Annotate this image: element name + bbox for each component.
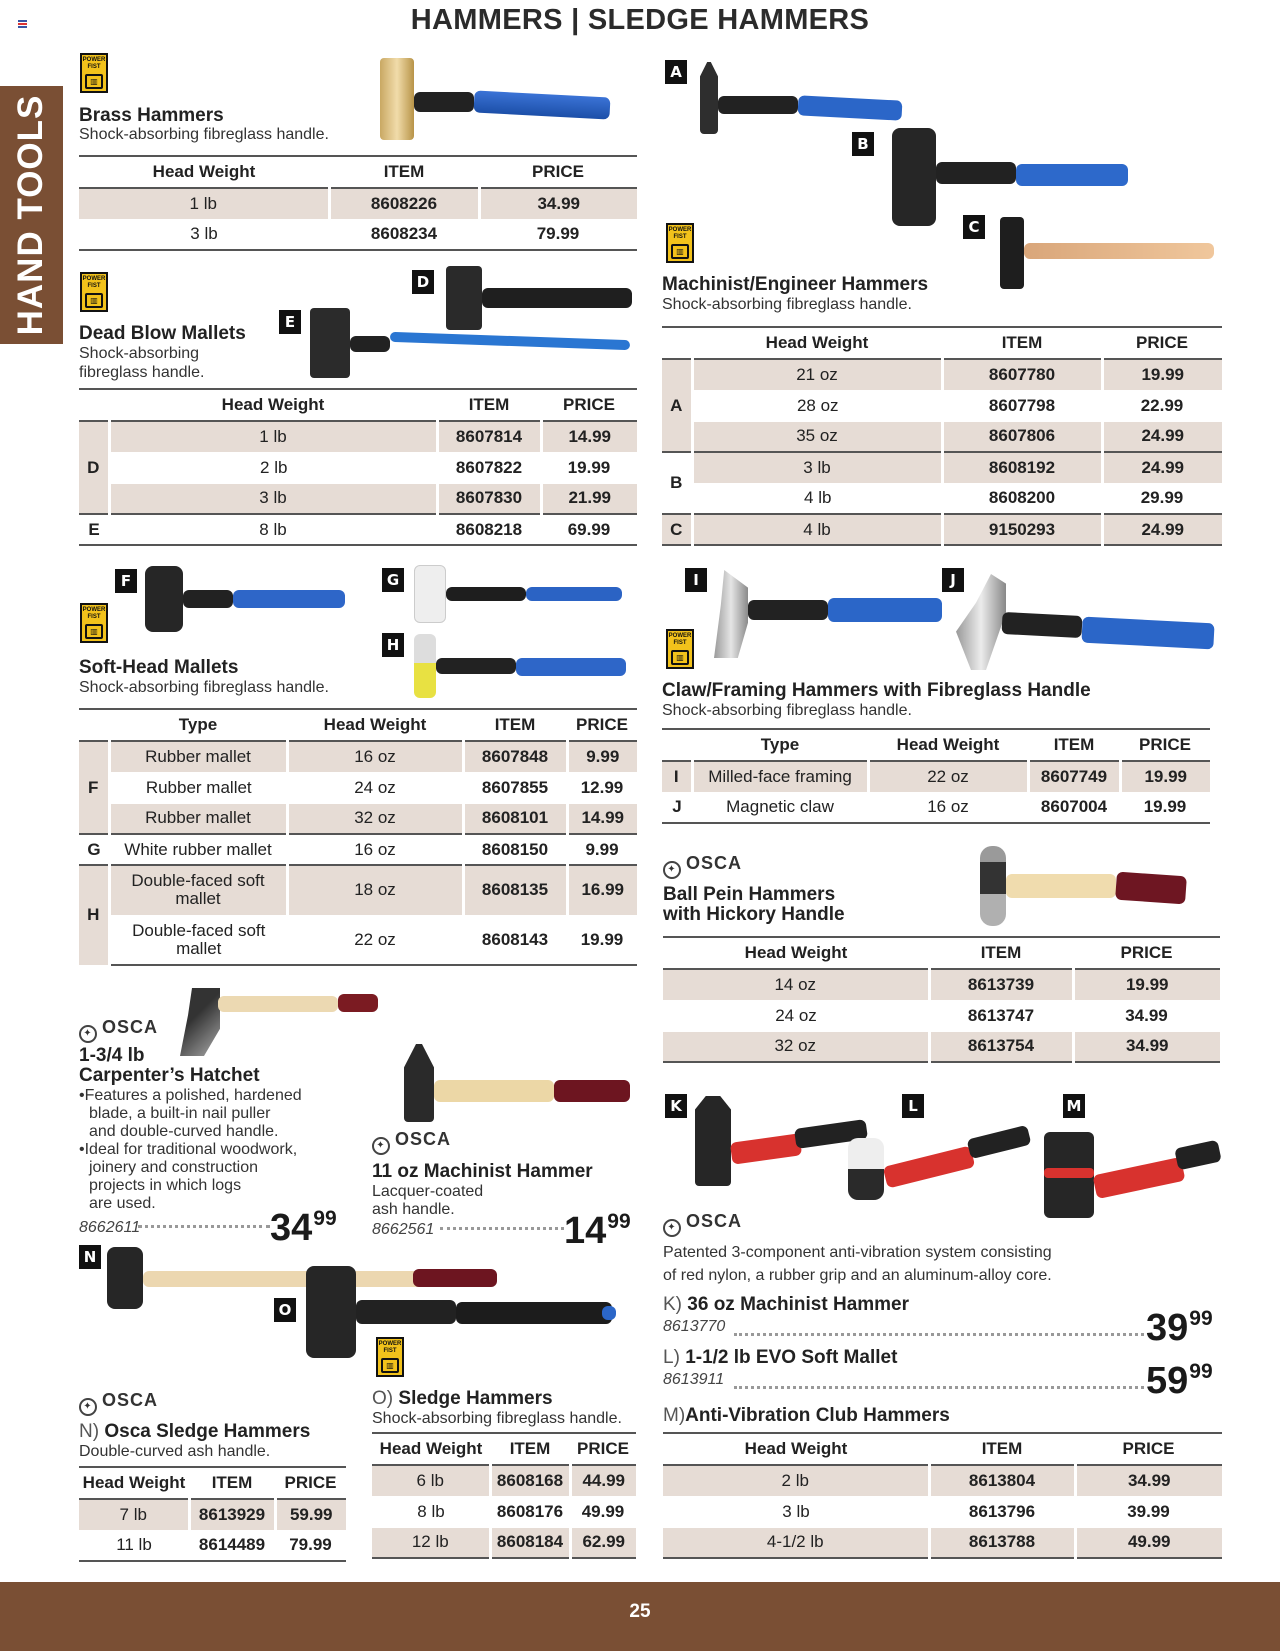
table-row: 7 lb 8613929 59.99 [79, 1499, 346, 1530]
machinist11-title: 11 oz Machinist Hammer [372, 1161, 593, 1182]
k-title: K) 36 oz Machinist Hammer [663, 1294, 910, 1315]
table-row: Double-faced soft mallet 22 oz 8608143 19.99 [79, 915, 637, 965]
table-row: Rubber mallet 32 oz 8608101 14.99 [79, 803, 637, 834]
label-d: D [412, 270, 434, 294]
label-l: L [902, 1094, 924, 1118]
anti-vibration-table: Head Weight ITEM PRICE 2 lb 8613804 34.99 3 lb 8613796 39.99 4-1/2 lb 8613788 49.99 [663, 1432, 1222, 1559]
table-row: 14 oz 8613739 19.99 [663, 969, 1220, 1000]
label-a: A [665, 60, 687, 84]
osca-logo: ✦ OSCA [663, 1210, 742, 1234]
table-row: D 1 lb 8607814 14.99 [79, 421, 637, 452]
osca-sledge-table: Head Weight ITEM PRICE 7 lb 8613929 59.99 11 lb 8614489 79.99 [79, 1466, 346, 1562]
label-k: K [665, 1094, 687, 1118]
machinist11-desc-2: ash handle. [372, 1201, 455, 1218]
label-m: M [1063, 1094, 1085, 1118]
k-sku: 8613770 [663, 1318, 726, 1335]
table-row: 8 lb 8608176 49.99 [372, 1496, 636, 1527]
softhead-desc: Shock-absorbing fibreglass handle. [79, 679, 329, 696]
page-footer [0, 1582, 1280, 1651]
k-price: $39^{99}$ [1146, 1307, 1213, 1349]
l-title: L) 1-1/2 lb EVO Soft Mallet [663, 1347, 898, 1368]
softhead-table: Type Head Weight ITEM PRICE F Rubber mallet 16 oz 8607848 9.99 Rubber mallet 24 oz 8607855 12.99 Rubber mallet 32 oz 8608101 14.99 G White rubber mallet 16 oz 8608150 9.99 H Double-faced soft mallet 18 oz 8608135 16.99 Double-faced soft mallet 22 oz 8608143 19.99 [79, 708, 637, 966]
table-row: E 8 lb 8608218 69.99 [79, 514, 637, 545]
label-e: E [279, 310, 301, 334]
label-h: H [382, 633, 404, 657]
leader-dots [734, 1333, 1144, 1336]
osca-logo: ✦ OSCA [663, 852, 742, 876]
l-sku: 8613911 [663, 1371, 725, 1388]
brass-table: Head Weight ITEM PRICE 1 lb 8608226 34.99 3 lb 8608234 79.99 [79, 155, 637, 251]
l-price: $59^{99}$ [1146, 1360, 1213, 1402]
brass-title: Brass Hammers [79, 105, 224, 126]
table-row: 35 oz 8607806 24.99 [662, 421, 1222, 452]
leader-dots [734, 1386, 1144, 1389]
osca-sledge-title: N) Osca Sledge Hammers [79, 1421, 311, 1442]
claw-desc: Shock-absorbing fibreglass handle. [662, 702, 912, 719]
deadblow-table: Head Weight ITEM PRICE D 1 lb 8607814 14.99 2 lb 8607822 19.99 3 lb 8607830 21.99 E 8 lb 8608218 69.99 [79, 388, 637, 546]
label-n: N [79, 1245, 101, 1269]
machinist11-desc-1: Lacquer-coated [372, 1183, 484, 1200]
hatchet-sku: 8662611 [79, 1219, 141, 1236]
hatchet-title-2: Carpenter’s Hatchet [79, 1065, 260, 1086]
table-row: 4-1/2 lb 8613788 49.99 [663, 1527, 1222, 1558]
table-row: 2 lb 8613804 34.99 [663, 1465, 1222, 1496]
osca-anti-desc-1: Patented 3-component anti-vibration system consisting [663, 1244, 1052, 1261]
label-o: O [274, 1298, 296, 1322]
hatchet-title-1: 1-3/4 lb [79, 1045, 145, 1066]
table-row: J Magnetic claw 16 oz 8607004 19.99 [662, 792, 1210, 823]
leader-dots [440, 1227, 564, 1230]
table-row: I Milled-face framing 22 oz 8607749 19.99 [662, 761, 1210, 792]
power-fist-logo: POWER FIST ▥ [666, 629, 694, 669]
power-fist-logo: POWER FIST ▥ [80, 53, 108, 93]
table-row: 6 lb 8608168 44.99 [372, 1465, 636, 1496]
pf-sledge-title: O) Sledge Hammers [372, 1388, 553, 1409]
power-fist-logo: POWER FIST ▥ [376, 1337, 404, 1377]
brass-desc: Shock-absorbing fibreglass handle. [79, 126, 329, 143]
osca-anti-desc-2: of red nylon, a rubber grip and an aluminum-alloy core. [663, 1267, 1052, 1284]
label-j: J [942, 568, 964, 592]
power-fist-logo: POWER FIST ▥ [80, 272, 108, 312]
claw-table: Type Head Weight ITEM PRICE I Milled-face framing 22 oz 8607749 19.99 J Magnetic claw 16 oz 8607004 19.99 [662, 728, 1210, 824]
table-row: 3 lb 8608234 79.99 [79, 219, 637, 250]
page-number: 25 [629, 1601, 651, 1622]
side-tab-label: HAND TOOLS [11, 94, 50, 336]
machinist11-price: $14^{99}$ [564, 1210, 631, 1252]
hatchet-bullets: •Features a polished, hardened blade, a built-in nail puller and double-curved handle. •Ideal for traditional woodwork, joinery and construction projects in which logs are used. [79, 1087, 302, 1212]
softhead-title: Soft-Head Mallets [79, 657, 239, 678]
hatchet-price: $34^{99}$ [270, 1207, 337, 1249]
claw-title: Claw/Framing Hammers with Fibreglass Handle [662, 680, 1091, 701]
table-row: 2 lb 8607822 19.99 [79, 452, 637, 483]
table-row: H Double-faced soft mallet 18 oz 8608135 16.99 [79, 865, 637, 915]
machinist-title: Machinist/Engineer Hammers [662, 274, 929, 295]
table-row: 4 lb 8608200 29.99 [662, 483, 1222, 514]
osca-logo: ✦ OSCA [79, 1016, 158, 1040]
table-row: 11 lb 8614489 79.99 [79, 1530, 346, 1561]
table-row: 3 lb 8607830 21.99 [79, 483, 637, 514]
table-row: 1 lb 8608226 34.99 [79, 188, 637, 219]
table-row: 28 oz 8607798 22.99 [662, 390, 1222, 421]
osca-sledge-desc: Double-curved ash handle. [79, 1443, 271, 1460]
table-row: C 4 lb 9150293 24.99 [662, 514, 1222, 545]
deadblow-desc-1: Shock-absorbing [79, 345, 200, 362]
power-fist-logo: POWER FIST ▥ [80, 603, 108, 643]
machinist11-sku: 8662561 [372, 1221, 435, 1238]
side-tab [0, 86, 63, 344]
deadblow-title: Dead Blow Mallets [79, 323, 246, 344]
osca-logo: ✦ OSCA [372, 1128, 451, 1152]
power-fist-logo: POWER FIST ▥ [666, 223, 694, 263]
page-title: HAMMERS | SLEDGE HAMMERS [410, 4, 870, 36]
leader-dots [138, 1225, 270, 1228]
table-row: F Rubber mallet 16 oz 8607848 9.99 [79, 741, 637, 772]
label-b: B [852, 132, 874, 156]
pf-sledge-table: Head Weight ITEM PRICE 6 lb 8608168 44.99 8 lb 8608176 49.99 12 lb 8608184 62.99 [372, 1432, 636, 1559]
table-row: B 3 lb 8608192 24.99 [662, 452, 1222, 483]
machinist-table: Head Weight ITEM PRICE A 21 oz 8607780 19.99 28 oz 8607798 22.99 35 oz 8607806 24.99 B 3 lb 8608192 24.99 4 lb 8608200 29.99 C 4 lb 9150293 24.99 [662, 326, 1222, 546]
label-g: G [382, 568, 404, 592]
deadblow-desc-2: fibreglass handle. [79, 364, 205, 381]
pf-sledge-desc: Shock-absorbing fibreglass handle. [372, 1410, 622, 1427]
label-c: C [963, 215, 985, 239]
table-row: G White rubber mallet 16 oz 8608150 9.99 [79, 834, 637, 865]
label-i: I [685, 568, 707, 592]
table-row: 32 oz 8613754 34.99 [663, 1031, 1220, 1062]
table-row: Rubber mallet 24 oz 8607855 12.99 [79, 772, 637, 803]
ballpein-title-1: Ball Pein Hammers [663, 884, 836, 905]
m-title: M)Anti-Vibration Club Hammers [663, 1405, 950, 1426]
table-row: A 21 oz 8607780 19.99 [662, 359, 1222, 390]
ballpein-table: Head Weight ITEM PRICE 14 oz 8613739 19.99 24 oz 8613747 34.99 32 oz 8613754 34.99 [663, 936, 1220, 1063]
ballpein-title-2: with Hickory Handle [663, 904, 845, 925]
label-f: F [115, 569, 137, 593]
table-row: 12 lb 8608184 62.99 [372, 1527, 636, 1558]
table-row: 3 lb 8613796 39.99 [663, 1496, 1222, 1527]
machinist-desc: Shock-absorbing fibreglass handle. [662, 296, 912, 313]
osca-logo: ✦ OSCA [79, 1389, 158, 1413]
table-row: 24 oz 8613747 34.99 [663, 1000, 1220, 1031]
